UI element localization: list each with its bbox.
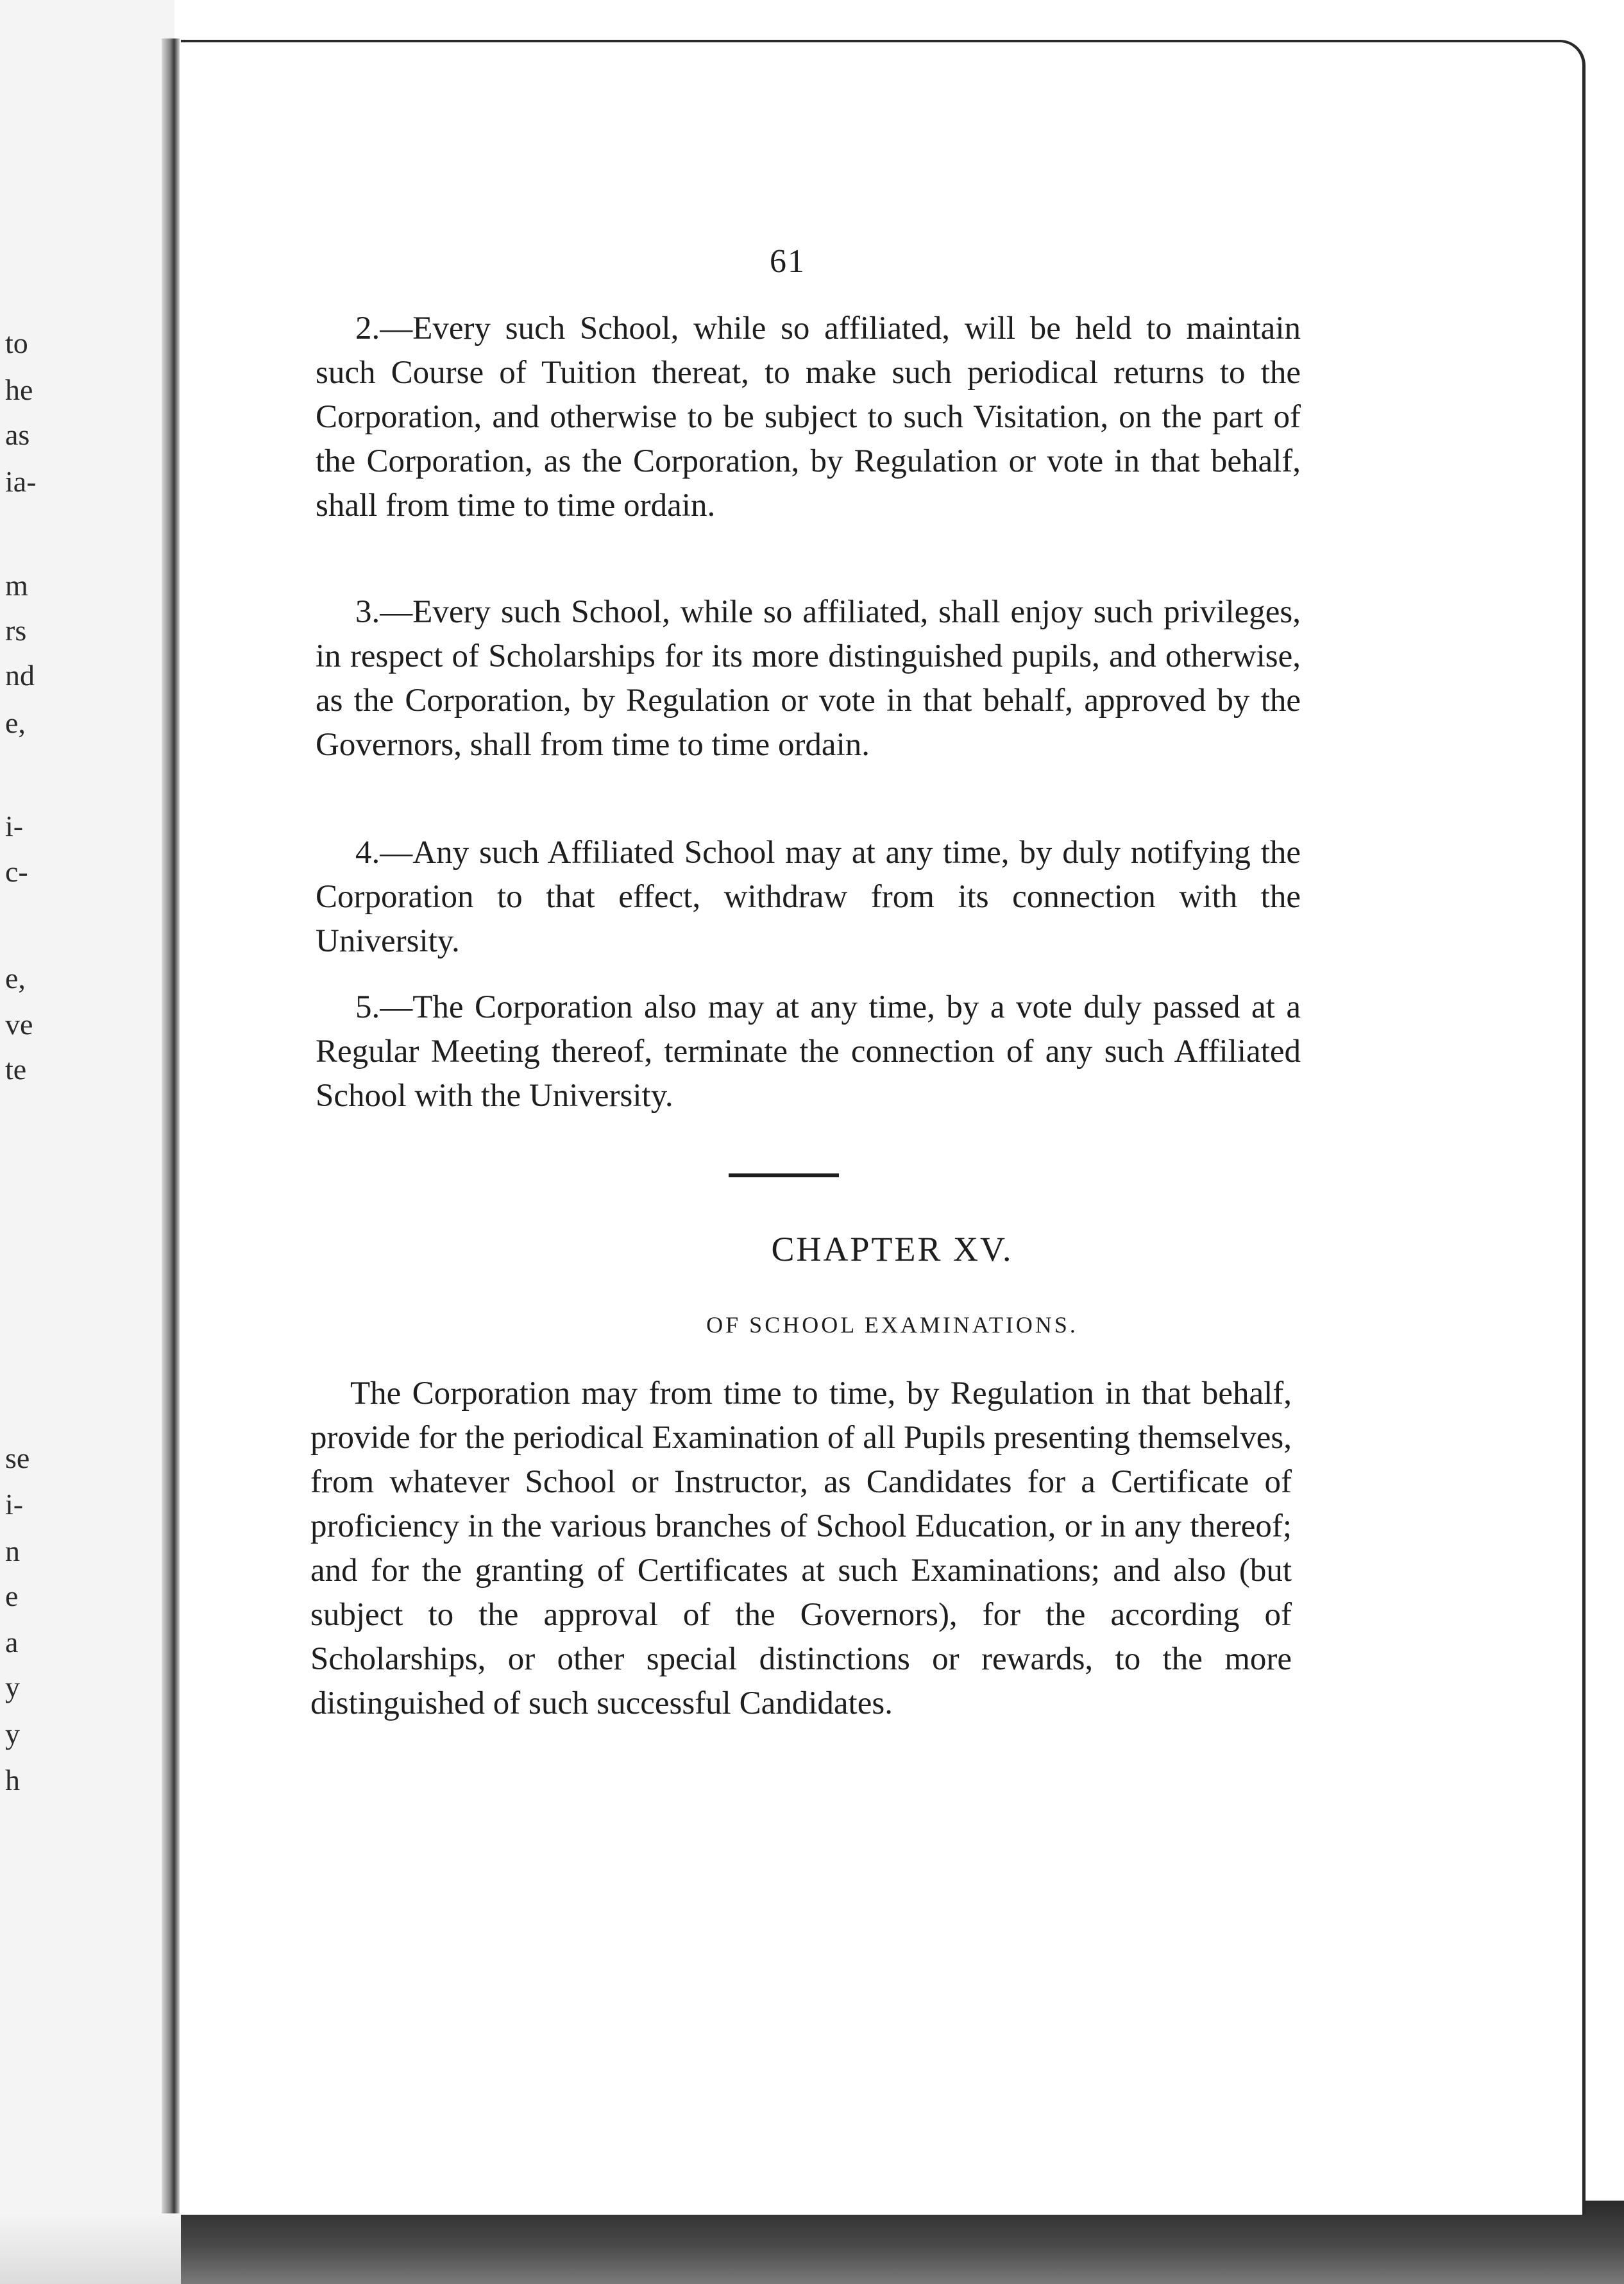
left-fragment: he [5,373,33,406]
left-fragment: m [5,569,28,602]
section-paragraph-3 [316,590,1301,767]
chapter-subtitle: OF SCHOOL EXAMINATIONS. [706,1312,1078,1338]
section-paragraph-4 [316,831,1301,964]
left-fragment: e, [5,706,26,739]
left-fragment: to [5,327,28,359]
section-paragraph-2 [316,307,1301,528]
paragraph-text: 3.—Every such School, while so affiliated, shall enjoy such privileges, in respect of Scholarships for its more distinguished pupils, and otherwise, as the Corporation, by Regulation or vote in that behalf, approved by the Governors, shall from time to time ordain. [316,594,1301,763]
section-paragraph-5 [316,985,1301,1118]
left-fragment: ve [5,1008,33,1041]
left-fragment: a [5,1626,19,1658]
section-divider-rule [729,1173,839,1177]
left-fragment: nd [5,659,35,692]
left-fragment: h [5,1764,20,1796]
left-fragment: y [5,1717,20,1750]
left-fragment: rs [5,614,27,647]
left-page [0,0,174,2284]
left-fragment: c- [5,855,28,888]
paragraph-text: 4.—Any such Affiliated School may at any time, by duly notifying the Corporation to that effect, withdraw from its connection with the University. [316,835,1301,959]
chapter-title: CHAPTER XV. [771,1230,1013,1268]
paragraph-text: 5.—The Corporation also may at any time, by a vote duly passed at a Regular Meeting thereof, terminate the connection of any such Affiliated School with the University. [316,989,1301,1114]
left-fragment: se [5,1442,30,1474]
left-fragment: te [5,1053,27,1086]
paragraph-text: The Corporation may from time to time, by Regulation in that behalf, provide for the periodical Examination of all Pupils presenting themselves, from whatever School or Instructor, as Candidates for a Certificate of proficiency in the various branches of School Education, or in any thereof; and for the granting of Certificates at such Examinations; and also (but subject to the approval of the Governors), for the according of Scholarships, or other special distinctions or rewards, to the more distinguished of such successful Candidates. [310,1376,1292,1721]
left-fragment: as [5,418,30,451]
left-fragment: ia- [5,465,37,498]
left-page-fragments [0,0,174,2284]
left-fragment: i- [5,1488,24,1521]
left-fragment: i- [5,810,24,842]
chapter-body-paragraph [310,1372,1292,1726]
bottom-edge-left [0,2213,181,2284]
book-spine-gutter [162,38,180,2233]
left-fragment: n [5,1535,20,1567]
paragraph-text: 2.—Every such School, while so affiliated, will be held to maintain such Course of Tuition thereat, to make such periodical returns to the Corporation, and otherwise to be subject to such Visitation, on the part of the Corporation, as the Corporation, by Regulation or vote in that behalf, shall from time to time ordain. [316,311,1301,524]
page-number: 61 [770,243,806,280]
left-fragment: y [5,1671,20,1703]
left-fragment: e, [5,962,26,994]
left-fragment: e [5,1580,19,1612]
